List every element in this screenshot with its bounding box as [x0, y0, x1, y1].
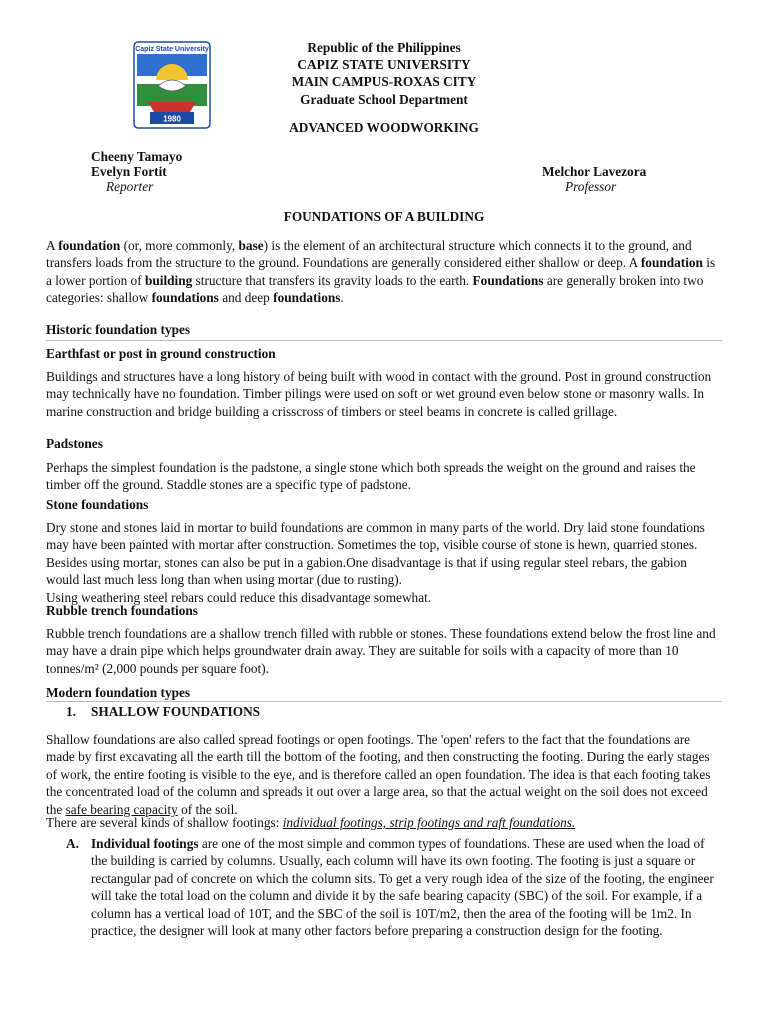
course-title: ADVANCED WOODWORKING [289, 120, 479, 135]
header-republic: Republic of the Philippines [307, 40, 461, 55]
svg-text:1980: 1980 [163, 114, 181, 124]
paragraph-padstones: Perhaps the simplest foundation is the padstone, a single stone which both spreads the weight on the ground and raises the timber off the ground. Staddle stones are a specific type of padstone. [46, 460, 696, 493]
paragraph-kinds: There are several kinds of shallow footings: individual footings, strip footings and raft foundations. [46, 815, 576, 830]
reporter-role: Reporter [106, 179, 154, 194]
header-campus: MAIN CAMPUS-ROXAS CITY [291, 74, 477, 89]
subheading-rubble: Rubble trench foundations [46, 603, 198, 618]
paragraph-individual-footings: Individual footings are one of the most simple and common types of foundations. These are used when the load of the building is carried by columns. Usually, each column will have its own footing. The footing is just a square or rectangular pad of concrete on which the column sits. To get a very rough idea of the size of the footing, the engineer will take the total load on the column and divide it by the safe bearing capacity (SBC) of the soil. For example, if a column has a vertical load of 10T, and the SBC of the soil is 10T/m2, then the area of the footing will be 1m2. In practice, the designer will look at many other factors before preparing a construction design for the footing. [91, 836, 714, 939]
list-letter-a: A. [66, 836, 79, 851]
subheading-earthfast: Earthfast or post in ground construction [46, 346, 276, 361]
link-safe-bearing-capacity[interactable]: safe bearing capacity [65, 801, 178, 817]
subheading-padstones: Padstones [46, 436, 103, 451]
reporter-name-1: Cheeny Tamayo [91, 149, 183, 164]
professor-role: Professor [565, 179, 617, 194]
list-item-shallow-foundations: SHALLOW FOUNDATIONS [91, 704, 261, 719]
section-heading-modern: Modern foundation types [46, 684, 722, 702]
intro-paragraph: A foundation (or, more commonly, base) is the element of an architectural structure which connects it to the ground, and transfers loads from the structure to the ground. Foundations are generally considered either shallow or deep. A foundation is a lower portion of building structure that transfers its gravity loads to the earth. Foundations are generally broken into two categories: shallow foundations and deep foundations. [46, 238, 716, 306]
paragraph-rubble: Rubble trench foundations are a shallow trench filled with rubble or stones. These foundations extend below the frost line and may have a drain pipe which helps groundwater drain away. They are suitable for soils with a capacity of more than 10 tonnes/m² (2,000 pounds per square foot). [46, 626, 716, 676]
header-university: CAPIZ STATE UNIVERSITY [297, 57, 471, 72]
paragraph-earthfast: Buildings and structures have a long history of being built with wood in contact with the ground. Post in ground construction may technically have no foundation. Timber pilings were used on soft or wet ground even below stone or masonry walls. In marine construction and bridge building a crisscross of timbers or steel beams in concrete is called grillage. [46, 369, 712, 419]
list-number-1: 1. [66, 704, 76, 719]
professor-name: Melchor Lavezora [542, 164, 647, 179]
paragraph-stone: Dry stone and stones laid in mortar to build foundations are common in many parts of the world. Dry laid stone foundations may have been painted with mortar after construction. Sometimes the top, visible course of stone is hewn, quarried stones. Besides using mortar, stones can also be put in a gabion.One disadvantage is that if using regular steel rebars, the gabion would last much less long than when using mortar (due to rusting). Using weathering steel rebars could reduce this disadvantage somewhat. [46, 520, 705, 605]
subheading-stone: Stone foundations [46, 497, 149, 512]
reporter-name-2: Evelyn Fortit [91, 164, 167, 179]
paragraph-shallow: Shallow foundations are also called spread footings or open footings. The 'open' refers to the fact that the foundations are made by first excavating all the earth till the bottom of the footing, and then constructing the footing. During the early stages of work, the entire footing is visible to the eye, and is therefore called an open foundation. The idea is that each footing takes the concentrated load of the column and spreads it out over a large area, so that the actual weight on the soil does not exceed the safe bearing capacity of the soil. [46, 732, 711, 817]
link-footing-kinds[interactable]: individual footings, strip footings and raft foundations. [282, 815, 576, 830]
header-department: Graduate School Department [300, 92, 468, 107]
section-heading-historic: Historic foundation types [46, 321, 722, 341]
svg-text:Capiz State University: Capiz State University [135, 46, 209, 53]
document-title: FOUNDATIONS OF A BUILDING [283, 209, 485, 224]
